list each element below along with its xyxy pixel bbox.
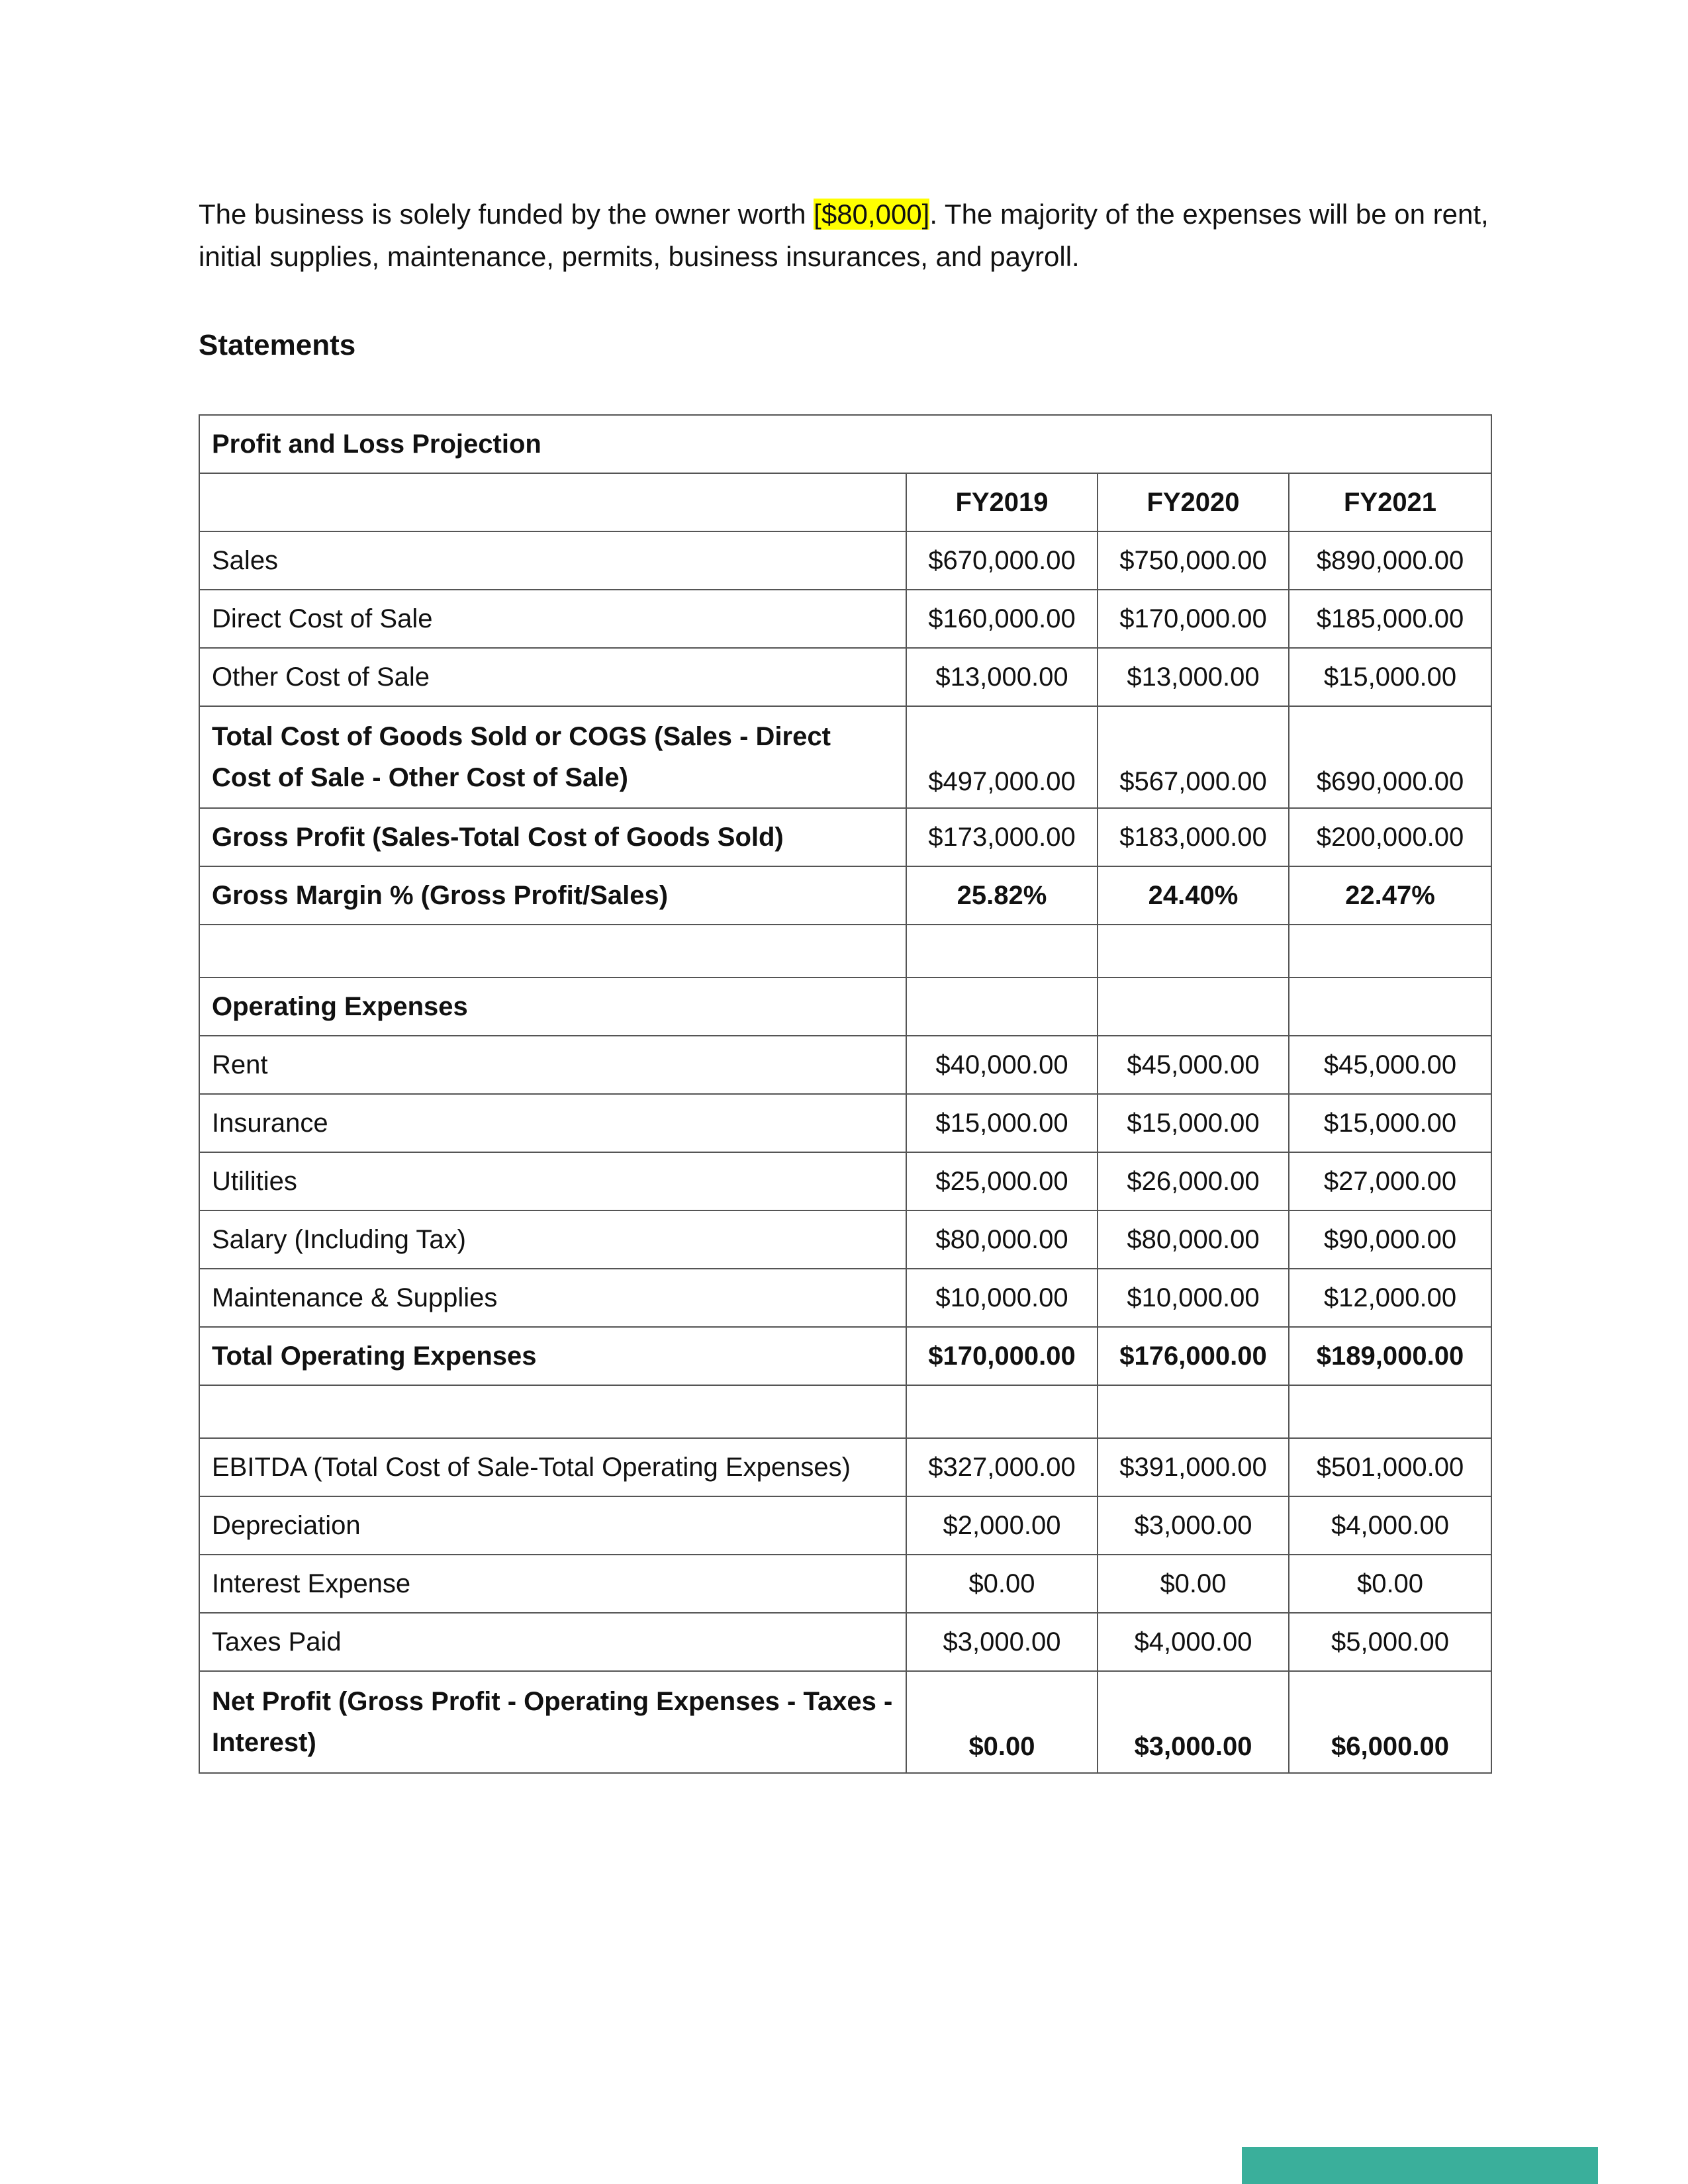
- table-row-ebitda: [199, 1438, 1491, 1496]
- table-row-interest-expense: [199, 1555, 1491, 1613]
- row-label: Other Cost of Sale: [199, 648, 906, 706]
- cell-value: $80,000.00: [906, 1210, 1098, 1269]
- table-row-blank: [199, 925, 1491, 978]
- section-heading: Statements: [199, 329, 356, 361]
- cell-value: $25,000.00: [906, 1152, 1098, 1210]
- cell-value: $3,000.00: [1098, 1671, 1289, 1773]
- cell-value: $13,000.00: [1098, 648, 1289, 706]
- funding-amount-highlight[interactable]: [$80,000]: [814, 199, 930, 230]
- row-label: Utilities: [199, 1152, 906, 1210]
- table-row-direct-cost: [199, 590, 1491, 648]
- footer-accent-bar: [1242, 2147, 1598, 2184]
- row-label: Taxes Paid: [199, 1613, 906, 1671]
- cell-value: $13,000.00: [906, 648, 1098, 706]
- cell-value: $670,000.00: [906, 531, 1098, 590]
- cell-value: $497,000.00: [906, 706, 1098, 808]
- cell-value: $90,000.00: [1289, 1210, 1491, 1269]
- row-label: Net Profit (Gross Profit - Operating Expenses - Taxes - Interest): [199, 1671, 906, 1773]
- cell-value: [1098, 978, 1289, 1036]
- row-label: EBITDA (Total Cost of Sale-Total Operating Expenses): [199, 1438, 906, 1496]
- table-row-rent: [199, 1036, 1491, 1094]
- header-empty-cell: [199, 473, 906, 531]
- row-label: Gross Margin % (Gross Profit/Sales): [199, 866, 906, 925]
- cell-value: $327,000.00: [906, 1438, 1098, 1496]
- cell-value: $15,000.00: [1098, 1094, 1289, 1152]
- cell-value: $0.00: [1289, 1555, 1491, 1613]
- table-title: Profit and Loss Projection: [199, 415, 1491, 473]
- table-row-operating-expenses-heading: [199, 978, 1491, 1036]
- cell-value: 25.82%: [906, 866, 1098, 925]
- cell-value: $890,000.00: [1289, 531, 1491, 590]
- cell-value: $185,000.00: [1289, 590, 1491, 648]
- table-row-salary: [199, 1210, 1491, 1269]
- cell-value: $15,000.00: [906, 1094, 1098, 1152]
- table-header-row: [199, 473, 1491, 531]
- cell-value: [1289, 978, 1491, 1036]
- cell-value: $15,000.00: [1289, 648, 1491, 706]
- row-label: Insurance: [199, 1094, 906, 1152]
- table-row-insurance: [199, 1094, 1491, 1152]
- cell-value: $26,000.00: [1098, 1152, 1289, 1210]
- intro-text-after: . The majority of the expenses will be on rent, initial supplies, maintenance, permits, business insurances, and payroll.: [199, 199, 1489, 272]
- cell-value: $189,000.00: [1289, 1327, 1491, 1385]
- table-row-taxes-paid: [199, 1613, 1491, 1671]
- row-label: Direct Cost of Sale: [199, 590, 906, 648]
- row-label: Salary (Including Tax): [199, 1210, 906, 1269]
- cell-value: $160,000.00: [906, 590, 1098, 648]
- cell-value: $45,000.00: [1289, 1036, 1491, 1094]
- cell-value: $750,000.00: [1098, 531, 1289, 590]
- cell-value: $176,000.00: [1098, 1327, 1289, 1385]
- row-label: Depreciation: [199, 1496, 906, 1555]
- table-row-total-cogs: [199, 706, 1491, 808]
- cell-value: $567,000.00: [1098, 706, 1289, 808]
- cell-value: [1289, 1385, 1491, 1438]
- cell-value: $0.00: [906, 1555, 1098, 1613]
- cell-value: $5,000.00: [1289, 1613, 1491, 1671]
- row-label: [199, 1385, 906, 1438]
- cell-value: $3,000.00: [1098, 1496, 1289, 1555]
- cell-value: $170,000.00: [1098, 590, 1289, 648]
- cell-value: $27,000.00: [1289, 1152, 1491, 1210]
- cell-value: $12,000.00: [1289, 1269, 1491, 1327]
- table-row-net-profit: [199, 1671, 1491, 1773]
- cell-value: $183,000.00: [1098, 808, 1289, 866]
- table-row-utilities: [199, 1152, 1491, 1210]
- row-label: Total Cost of Goods Sold or COGS (Sales - Direct Cost of Sale - Other Cost of Sale): [199, 706, 906, 808]
- cell-value: 24.40%: [1098, 866, 1289, 925]
- cell-value: $4,000.00: [1098, 1613, 1289, 1671]
- cell-value: $10,000.00: [906, 1269, 1098, 1327]
- row-label: Rent: [199, 1036, 906, 1094]
- cell-value: $80,000.00: [1098, 1210, 1289, 1269]
- row-label: Total Operating Expenses: [199, 1327, 906, 1385]
- cell-value: 22.47%: [1289, 866, 1491, 925]
- cell-value: $40,000.00: [906, 1036, 1098, 1094]
- row-label: Operating Expenses: [199, 978, 906, 1036]
- cell-value: $501,000.00: [1289, 1438, 1491, 1496]
- cell-value: $2,000.00: [906, 1496, 1098, 1555]
- cell-value: [1098, 925, 1289, 978]
- cell-value: [1289, 925, 1491, 978]
- cell-value: $170,000.00: [906, 1327, 1098, 1385]
- column-header: FY2021: [1289, 473, 1491, 531]
- table-row-total-operating-expenses: [199, 1327, 1491, 1385]
- intro-paragraph: [199, 193, 1496, 278]
- column-header: FY2020: [1098, 473, 1289, 531]
- profit-loss-table: [199, 414, 1492, 1774]
- table-row-other-cost: [199, 648, 1491, 706]
- cell-value: [906, 925, 1098, 978]
- column-header: FY2019: [906, 473, 1098, 531]
- table-row-blank: [199, 1385, 1491, 1438]
- row-label: [199, 925, 906, 978]
- cell-value: $15,000.00: [1289, 1094, 1491, 1152]
- table-row-gross-profit: [199, 808, 1491, 866]
- row-label: Maintenance & Supplies: [199, 1269, 906, 1327]
- table-row-gross-margin: [199, 866, 1491, 925]
- cell-value: $0.00: [1098, 1555, 1289, 1613]
- cell-value: $0.00: [906, 1671, 1098, 1773]
- cell-value: $6,000.00: [1289, 1671, 1491, 1773]
- row-label: Sales: [199, 531, 906, 590]
- table-title-row: [199, 415, 1491, 473]
- cell-value: [906, 1385, 1098, 1438]
- cell-value: $10,000.00: [1098, 1269, 1289, 1327]
- table-row-sales: [199, 531, 1491, 590]
- cell-value: $3,000.00: [906, 1613, 1098, 1671]
- cell-value: [1098, 1385, 1289, 1438]
- cell-value: $391,000.00: [1098, 1438, 1289, 1496]
- cell-value: $200,000.00: [1289, 808, 1491, 866]
- cell-value: $45,000.00: [1098, 1036, 1289, 1094]
- table-row-maintenance: [199, 1269, 1491, 1327]
- intro-text-before: The business is solely funded by the owner worth: [199, 199, 814, 230]
- row-label: Gross Profit (Sales-Total Cost of Goods Sold): [199, 808, 906, 866]
- table-row-depreciation: [199, 1496, 1491, 1555]
- row-label: Interest Expense: [199, 1555, 906, 1613]
- cell-value: $690,000.00: [1289, 706, 1491, 808]
- cell-value: $4,000.00: [1289, 1496, 1491, 1555]
- cell-value: $173,000.00: [906, 808, 1098, 866]
- cell-value: [906, 978, 1098, 1036]
